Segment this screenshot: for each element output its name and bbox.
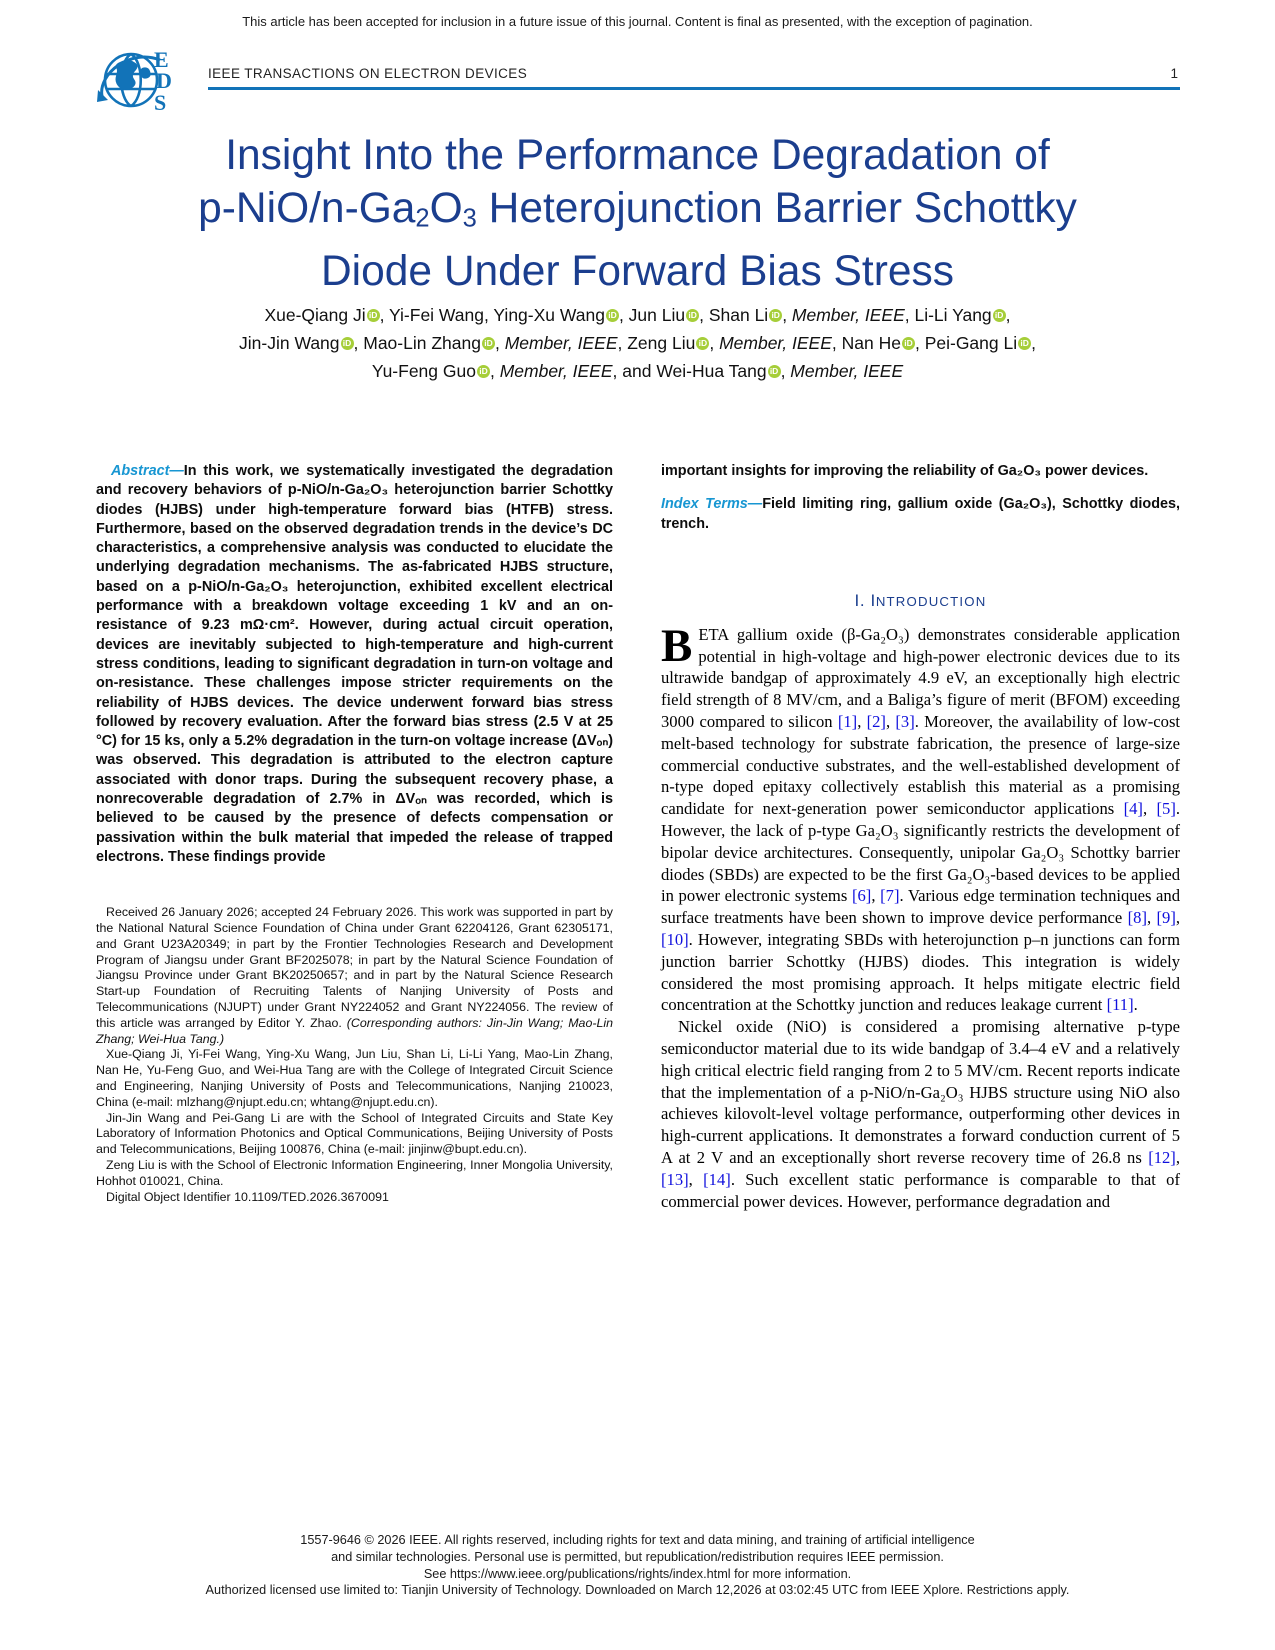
paper-title bbox=[55, 129, 1220, 298]
intro-paragraph-2: Nickel oxide (NiO) is considered a promising alternative p-type semiconductor material due to its wide bandgap of 3.4–4 eV and a relatively high critical electric field ranging from 2 to 5 MV/cm. Recent reports indicate that the implementation of a p-NiO/n-Ga₂O₃ HJBS structure using NiO also achieves kilovolt-level voltage performance, outperforming other devices in high-current applications. It demonstrates a forward conduction current of 5 A at 2 V and an exceptionally short reverse recovery time of 26.8 ns [12], [13], [14]. Such excellent static performance is comparable to that of commercial power devices. However, performance degradation and bbox=[661, 1017, 1180, 1211]
orcid-icon[interactable]: iD bbox=[902, 337, 915, 350]
footer-copyright-line-2: and similar technologies. Personal use is permitted, but republication/redistribution requires IEEE permission. bbox=[331, 1549, 944, 1564]
footer-copyright-line-1: 1557-9646 © 2026 IEEE. All rights reserved, including rights for text and data mining, and training of artificial intelligence bbox=[300, 1533, 975, 1547]
section-heading-introduction bbox=[661, 591, 1180, 611]
journal-name: IEEE TRANSACTIONS ON ELECTRON DEVICES bbox=[208, 66, 528, 81]
section-heading-caps: NTRODUCTION bbox=[875, 593, 987, 609]
index-terms-paragraph bbox=[661, 495, 1180, 534]
citation-ref[interactable]: [3] bbox=[895, 712, 915, 732]
index-terms-label: Index Terms— bbox=[661, 496, 763, 513]
footer-copyright-line-3: See https://www.ieee.org/publications/rights/index.html for more information. bbox=[423, 1566, 852, 1581]
orcid-icon[interactable]: iD bbox=[1018, 337, 1031, 350]
first-page-footnotes bbox=[96, 905, 613, 1205]
abstract-continuation: important insights for improving the reliability of Ga₂O₃ power devices. bbox=[661, 463, 1149, 479]
drop-cap: B bbox=[661, 619, 693, 672]
author-line-1: Xue-Qiang Ji iD , Yi-Fei Wang, Ying-Xu Wang iD , Jun Liu iD , Shan Li iD , Member, IEEE, Li-Li Yang iD , bbox=[264, 305, 1011, 325]
citation-ref[interactable]: [11] bbox=[1106, 995, 1134, 1015]
intro-paragraph-1 bbox=[661, 619, 1181, 1016]
footnote-affiliation-bupt: Jin-Jin Wang and Pei-Gang Li are with the School of Integrated Circuits and State Key Laboratory of Information Photonics and Optical Communications, Beijing University of Posts and Telecommunications, Beijing 100876, China (e-mail: jinjinw@bupt.edu.cn). bbox=[96, 1110, 613, 1157]
citation-ref[interactable]: [10] bbox=[661, 930, 689, 950]
citation-ref[interactable]: [9] bbox=[1156, 908, 1176, 928]
footnote-received: Received 26 January 2026; accepted 24 February 2026. This work was supported in part by the National Natural Science Foundation of China under Grant 62204126, Grant 62305171, and Grant U23A20349; in part by the Frontier Technologies Research and Development Program of Jiangsu under Grant BF2025078; in part by the Natural Science Foundation of Jiangsu Province under Grant BK20250657; and in part by the Natural Science Research Start-up Foundation of Recruiting Talents of Nanjing University of Posts and Telecommunications (NJUPT) under Grant NY224052 and Grant NY224056. The review of this article was arranged by Editor Y. Zhao. (Corresponding authors: Jin-Jin Wang; Mao-Lin Zhang; Wei-Hua Tang.) bbox=[96, 905, 614, 1046]
left-column bbox=[96, 462, 613, 1205]
page-header bbox=[96, 44, 1180, 116]
orcid-icon[interactable]: iD bbox=[686, 309, 699, 322]
orcid-icon[interactable]: iD bbox=[341, 337, 354, 350]
orcid-icon[interactable]: iD bbox=[696, 337, 709, 350]
citation-ref[interactable]: [8] bbox=[1127, 908, 1147, 928]
author-line-2: Jin-Jin Wang iD , Mao-Lin Zhang iD , Member, IEEE, Zeng Liu iD , Member, IEEE, Nan He iD , Pei-Gang Li iD , bbox=[239, 333, 1036, 353]
header-rule bbox=[208, 87, 1180, 90]
footnote-affiliation-imu: Zeng Liu is with the School of Electronic Information Engineering, Inner Mongolia University, Hohhot 010021, China. bbox=[96, 1157, 613, 1188]
title-line-2: p-NiO/n-Ga2O3 Heterojunction Barrier Schottky bbox=[198, 185, 1077, 233]
orcid-icon[interactable]: iD bbox=[367, 309, 380, 322]
orcid-icon[interactable]: iD bbox=[993, 309, 1006, 322]
abstract-label: Abstract— bbox=[111, 463, 184, 479]
orcid-icon[interactable]: iD bbox=[768, 365, 781, 378]
ieee-eds-logo bbox=[96, 44, 184, 121]
citation-ref[interactable]: [5] bbox=[1156, 799, 1176, 819]
abstract-paragraph bbox=[96, 462, 613, 867]
citation-ref[interactable]: [2] bbox=[866, 712, 886, 732]
orcid-icon[interactable]: iD bbox=[769, 309, 782, 322]
footnote-doi: Digital Object Identifier 10.1109/TED.2026.3670091 bbox=[106, 1189, 389, 1204]
orcid-icon[interactable]: iD bbox=[477, 365, 490, 378]
page-number: 1 bbox=[1170, 66, 1178, 81]
title-line-1: Insight Into the Performance Degradation of bbox=[225, 132, 1050, 179]
acceptance-notice: This article has been accepted for inclusion in a future issue of this journal. Content is final as presented, with the exception of pagination. bbox=[242, 14, 1033, 29]
orcid-icon[interactable]: iD bbox=[482, 337, 495, 350]
footer-license-stamp: Authorized licensed use limited to: Tianjin University of Technology. Downloaded on March 12,2026 at 03:02:45 UTC from IEEE Xplore. Restrictions apply. bbox=[205, 1583, 1070, 1598]
citation-ref[interactable]: [1] bbox=[837, 712, 858, 732]
citation-ref[interactable]: [13] bbox=[661, 1169, 689, 1189]
author-block bbox=[55, 301, 1220, 385]
abstract-text: In this work, we systematically investigated the degradation and recovery behaviors of p-NiO/n-Ga₂O₃ heterojunction barrier Schottky diodes (HJBS) under high-temperature forward bias (HTFB) stress. Furthermore, based on the observed degradation trends in the device’s DC characteristics, a comprehensive analysis was conducted to elucidate the underlying degradation mechanisms. The as-fabricated HJBS structure, based on a p-NiO/n-Ga₂O₃ heterojunction, exhibited excellent electrical performance with a breakdown voltage exceeding 1 kV and an on-resistance of 9.23 mΩ·cm². However, during actual circuit operation, devices are inevitably subjected to high-temperature and high-current stress conditions, leading to significant degradation in turn-on voltage and on-resistance. These challenges impose stricter requirements on the reliability of HJBS devices. The device underwent forward bias stress followed by recovery evaluation. After the forward bias stress (2.5 V at 25 °C) for 15 ks, only a 5.2% degradation in the turn-on voltage increase (ΔVₒₙ) was observed. This degradation is attributed to the electron capture associated with donor traps. During the subsequent recovery phase, a nonrecoverable degradation of 2.7% in ΔVₒₙ was recorded, which is believed to be caused by the presence of defects compensation or passivation within the bulk material that impeded the release of trapped electrons. These findings provide bbox=[96, 463, 613, 865]
svg-text:E: E bbox=[154, 47, 169, 72]
intro-paragraph-1-text: ETA gallium oxide (β-Ga₂O₃) demonstrates considerable application potential in high-voltage and high-power electronic devices due to its ultrawide bandgap of approximately 4.9 eV, an exceptionally high electric field strength of 8 MV/cm, and a Baliga’s figure of merit (BFOM) exceeding 3000 compared to silicon [1], [2], [3]. Moreover, the availability of low-cost melt-based technology for substrate fabrication, the presence of large-size commercial conductive substrates, and the well-established development of n-type doped epitaxy collectively establish this material as a promising candidate for next-generation power semiconductor applications [4], [5]. However, the lack of p-type Ga₂O₃ significantly restricts the development of bipolar device architectures. Consequently, unipolar Ga₂O₃ Schottky barrier diodes (SBDs) are expected to be the first Ga₂O₃-based devices to be applied in power electronic systems [6], [7]. Various edge termination techniques and surface treatments have been shown to improve device performance [8], [9], [10]. However, integrating SBDs with heterojunction p–n junctions can form junction barrier Schottky (HJBS) diodes. This integration is widely considered the most promising approach. It helps mitigate electric field concentration at the Schottky junction and reduces leakage current [11]. bbox=[661, 624, 1181, 1015]
right-column bbox=[661, 462, 1180, 1212]
citation-ref[interactable]: [4] bbox=[1123, 799, 1143, 819]
title-line-3: Diode Under Forward Bias Stress bbox=[320, 248, 955, 296]
citation-ref[interactable]: [12] bbox=[1148, 1148, 1176, 1168]
svg-text:S: S bbox=[154, 90, 167, 115]
citation-ref[interactable]: [6] bbox=[851, 886, 872, 906]
author-line-3: Yu-Feng Guo iD , Member, IEEE, and Wei-Hua Tang iD , Member, IEEE bbox=[371, 361, 904, 381]
citation-ref[interactable]: [7] bbox=[880, 886, 900, 906]
svg-text:D: D bbox=[156, 68, 172, 93]
section-heading-lead: I. I bbox=[854, 590, 876, 610]
ieee-eds-globe-icon bbox=[96, 44, 184, 116]
citation-ref[interactable]: [14] bbox=[703, 1169, 731, 1189]
footnote-affiliation-njupt: Xue-Qiang Ji, Yi-Fei Wang, Ying-Xu Wang, Jun Liu, Shan Li, Li-Li Yang, Mao-Lin Zhang, Nan He, Yu-Feng Guo, and Wei-Hua Tang are with the College of Integrated Circuit Science and Engineering, Nanjing University of Posts and Telecommunications, Nanjing 210023, China (e-mail: mlzhang@njupt.edu.cn; whtang@njupt.edu.cn). bbox=[96, 1047, 613, 1109]
index-terms-text: Field limiting ring, gallium oxide (Ga₂O₃), Schottky diodes, trench. bbox=[661, 496, 1180, 532]
page-footer bbox=[0, 1532, 1275, 1599]
orcid-icon[interactable]: iD bbox=[606, 309, 619, 322]
